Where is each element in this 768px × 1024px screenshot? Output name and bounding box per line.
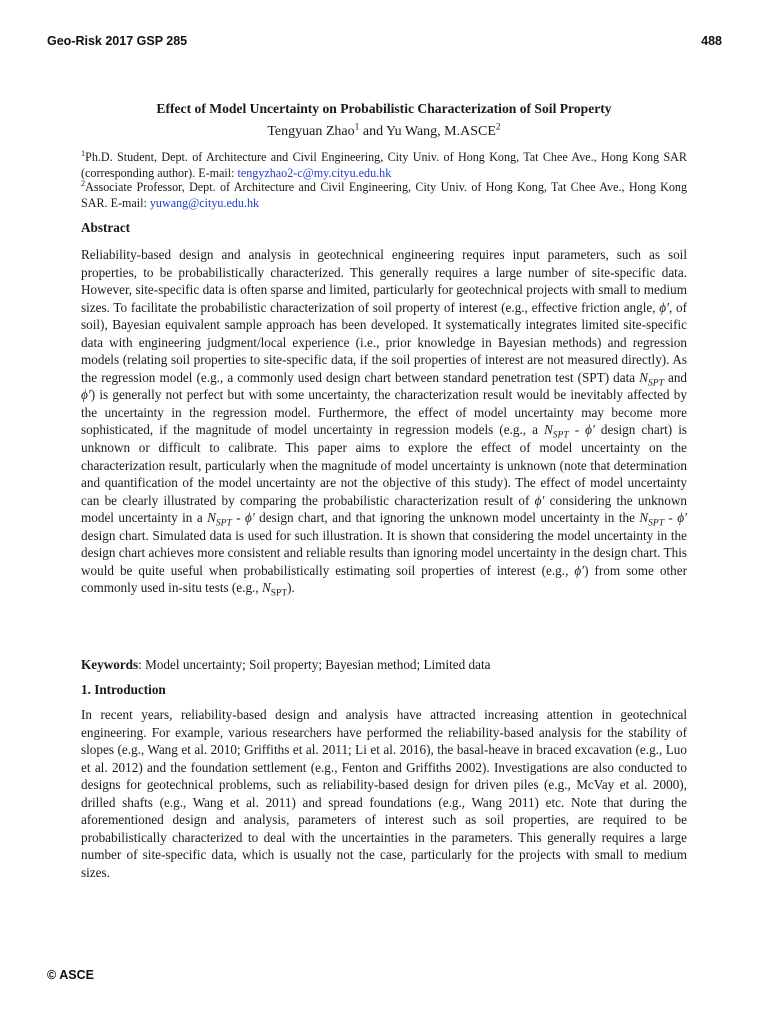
phi-symbol: ϕ′ xyxy=(574,562,585,578)
running-header: Geo-Risk 2017 GSP 285 xyxy=(47,34,188,48)
keywords-text: : Model uncertainty; Soil property; Bayesian method; Limited data xyxy=(138,657,491,672)
author-superscript: 2 xyxy=(495,122,501,133)
abstract-text: design chart. Simulated data is used for such illustration. It is shown that considering the model uncertainty in the design chart achieves more consistent and reliable results than ignoring model uncertainty in the design chart. This would be quite useful when probabilistically estimating soil properties of interest (e.g., xyxy=(81,527,687,578)
abstract-text: design chart) is unknown or difficult to calibrate. This paper aims to explore the effect of model uncertainty on the characterization result, particularly when the magnitude of model uncertainty is unknown (note that determination and quantification of the model uncertainty are not the objective of this study). The effect of model uncertainty can be clearly illustrated by comparing the probabilistic characterization result of xyxy=(81,422,687,508)
abstract-text: - xyxy=(568,422,586,438)
n-spt-symbol: N xyxy=(639,369,649,385)
paper-title: Effect of Model Uncertainty on Probabilistic Characterization of Soil Property xyxy=(156,101,612,116)
author-line xyxy=(81,124,687,140)
abstract-text: ) is generally not perfect but with some uncertainty, the characterization result would be inevitably affected by the uncertainty in the regression model. Furthermore, the effect of model uncertainty may become more sophisticated, if the magnitude of model uncertainty in regression models (e.g., a xyxy=(81,387,687,438)
affiliation-text: Associate Professor, Dept. of Architecture and Civil Engineering, City Univ. of Hong Kong, Tat Chee Ave., Hong Kong SAR. E-mail: xyxy=(81,180,687,210)
author-superscript: 1 xyxy=(354,122,360,133)
phi-symbol: ϕ′ xyxy=(245,510,255,526)
abstract-paragraph xyxy=(81,246,688,600)
abstract-text: and xyxy=(663,369,688,385)
email-link[interactable]: tengyzhao2-c@my.cityu.edu.hk xyxy=(237,165,392,180)
phi-symbol: ϕ′ xyxy=(81,387,91,403)
abstract-text: , of soil), Bayesian equivalent sample approach has been developed. It systematically integrates limited site-specific data with engineering judgment/local experience (i.e., prior knowledge in Bayesian methods) and regression models (relating soil properties to site-specific data, if the soil properties of interest are not measured directly). As the regression model (e.g., a commonly used design chart between standard penetration test (SPT) data xyxy=(81,299,687,385)
phi-symbol: ϕ′ xyxy=(659,299,669,315)
abstract-text: design chart, and that ignoring the unknown model uncertainty in the xyxy=(254,510,640,526)
abstract-heading: Abstract xyxy=(81,220,131,235)
copyright-footer: © ASCE xyxy=(47,968,94,982)
spt-subscript: SPT xyxy=(270,589,288,600)
abstract-text: ). xyxy=(287,580,295,596)
affiliation-number: 2 xyxy=(81,178,86,188)
n-spt-symbol: N xyxy=(544,422,553,438)
phi-symbol: ϕ′ xyxy=(585,422,595,438)
affiliation-number: 1 xyxy=(81,148,86,158)
affiliation xyxy=(81,180,687,212)
introduction-paragraph: In recent years, reliability-based design and analysis have attracted increasing attention in geotechnical engineering. For example, various researchers have performed the reliability-based analysis for the stability of slopes (e.g., Wang et al. 2010; Griffiths et al. 2011; Li et al. 2016), the basal-heave in braced excavation (e.g., Luo et al. 2012) and the foundation settlement (e.g., Fenton and Griffiths 2002). Investigations are also conducted to designs for geotechnical problems, such as reliability-based design for driven piles (e.g., McVay et al. 2000), drilled shafts (e.g., Wang et al. 2011) and spread foundations (e.g., Wang 2011) etc. Note that during the aforementioned design and analysis, parameters of interest such as soil properties, are required to be probabilistically characterized to deal with the uncertainties in the parameters. This generally requires a large number of site-specific data, which is usually not the case, particularly for the projects with small to medium sizes. xyxy=(81,707,687,880)
abstract-text: ) from some other commonly used in-situ tests (e.g., xyxy=(81,562,687,596)
phi-symbol: ϕ′ xyxy=(677,510,687,526)
abstract-text: Reliability-based design and analysis in geotechnical engineering requires input parameters, such as soil properties, to be probabilistically characterized. This generally requires a large number of site-specific data. However, site-specific data is often sparse and limited, particularly for geotechnical projects with small to medium sizes. To facilitate the probabilistic characterization of soil property of interest (e.g., effective friction angle, xyxy=(81,247,687,315)
spt-subscript: SPT xyxy=(648,518,664,529)
page-number: 488 xyxy=(701,34,722,48)
spt-subscript: SPT xyxy=(552,431,569,442)
keywords-label: Keywords xyxy=(81,657,139,672)
keywords-line xyxy=(81,656,687,674)
abstract-text: - xyxy=(664,510,678,526)
section-heading: 1. Introduction xyxy=(81,682,166,697)
affiliation xyxy=(81,150,687,182)
abstract-text: considering the unknown model uncertainty in a xyxy=(81,492,687,526)
author-name: Tengyuan Zhao xyxy=(267,124,355,139)
n-spt-symbol: N xyxy=(207,510,216,526)
affiliation-text: Ph.D. Student, Dept. of Architecture and Civil Engineering, City Univ. of Hong Kong, Tat Chee Ave., Hong Kong SAR (corresponding author). E-mail: xyxy=(81,150,687,180)
phi-symbol: ϕ′ xyxy=(534,492,545,508)
n-spt-symbol: N xyxy=(639,510,649,526)
abstract-text: - xyxy=(231,510,246,526)
email-link[interactable]: yuwang@cityu.edu.hk xyxy=(149,195,260,210)
n-spt-symbol: N xyxy=(261,580,271,596)
author-name: and Yu Wang, M.ASCE xyxy=(359,124,496,139)
spt-subscript: SPT xyxy=(215,518,232,529)
spt-subscript: SPT xyxy=(648,378,664,389)
